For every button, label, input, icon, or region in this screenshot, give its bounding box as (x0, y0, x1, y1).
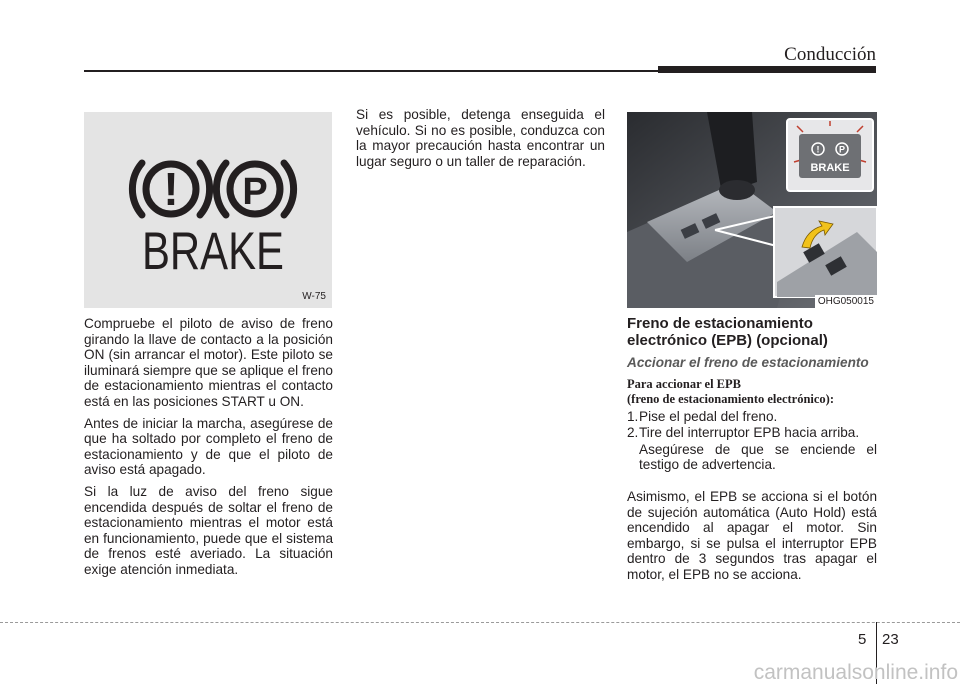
inset-brake-word: BRAKE (810, 162, 850, 174)
inset-warn-glyph: ! (816, 144, 820, 155)
watermark: carmanualsonline.info (753, 661, 958, 684)
inset-park-glyph: P (838, 144, 846, 155)
step-number: 1. (627, 408, 639, 424)
step-number: 2. (627, 425, 639, 441)
left-column (84, 316, 333, 584)
step-item (627, 425, 877, 441)
brake-warning-icon (84, 112, 332, 308)
section-heading: Freno de estacionamiento electrónico (EPB) (opcional) (627, 315, 828, 349)
epb-switch-photo (627, 112, 877, 308)
brake-warning-symbol-figure (84, 112, 332, 308)
image-code: OHG050015 (815, 295, 877, 308)
page-number: 23 (882, 631, 899, 648)
chapter-number: 5 (858, 631, 867, 648)
paragraph: Si la luz de aviso del freno sigue encendida después de soltar el freno de estacionamiento mientras el motor está en funcionamiento, puede que el sistema de frenos esté averiado. La situación exige atención inmediata. (84, 483, 333, 577)
paragraph: Asimismo, el EPB se acciona si el botón de sujeción automática (Auto Hold) está encendido al apagar el motor. Sin embargo, si se pulsa el interruptor EPB dentro de 3 segundos tras apagar el motor, el EPB no se acciona. (627, 488, 877, 582)
paragraph: Si es posible, detenga enseguida el vehículo. Si no es posible, conduzca con la mayor precaución hasta encontrar un lugar seguro o un taller de reparación. (356, 107, 605, 169)
park-glyph: P (242, 171, 268, 213)
procedure-label-line: (freno de estacionamiento electrónico): (627, 391, 834, 406)
procedure-label-line: Para accionar el EPB (627, 376, 741, 391)
header-rule-accent (658, 66, 876, 73)
step-note: Asegúrese de que se enciende el testigo de advertencia. (639, 441, 877, 473)
image-code: W-75 (302, 291, 326, 302)
brake-word: BRAKE (142, 222, 284, 281)
console-illustration (627, 112, 877, 308)
footer-dashed-rule (0, 622, 960, 623)
warn-glyph: ! (163, 163, 179, 215)
paragraph: Compruebe el piloto de aviso de freno girando la llave de contacto a la posición ON (sin arrancar el motor). Este piloto se iluminará siempre que se aplique el freno de estacionamiento mientras el contacto está en las posiciones START u ON. (84, 316, 333, 409)
right-column (627, 316, 877, 589)
section-title: Conducción (784, 44, 876, 65)
header-rule (84, 70, 664, 72)
paragraph: Antes de iniciar la marcha, asegúrese de que ha soltado por completo el freno de estacionamiento y de que el piloto de aviso está apagado. (84, 415, 333, 478)
subsection-heading: Accionar el freno de estacionamiento (627, 355, 869, 370)
step-item (627, 409, 877, 425)
middle-column (356, 107, 605, 175)
step-text: Tire del interruptor EPB hacia arriba. (639, 425, 860, 441)
procedure-label (627, 377, 877, 407)
step-text: Pise el pedal del freno. (639, 408, 778, 424)
